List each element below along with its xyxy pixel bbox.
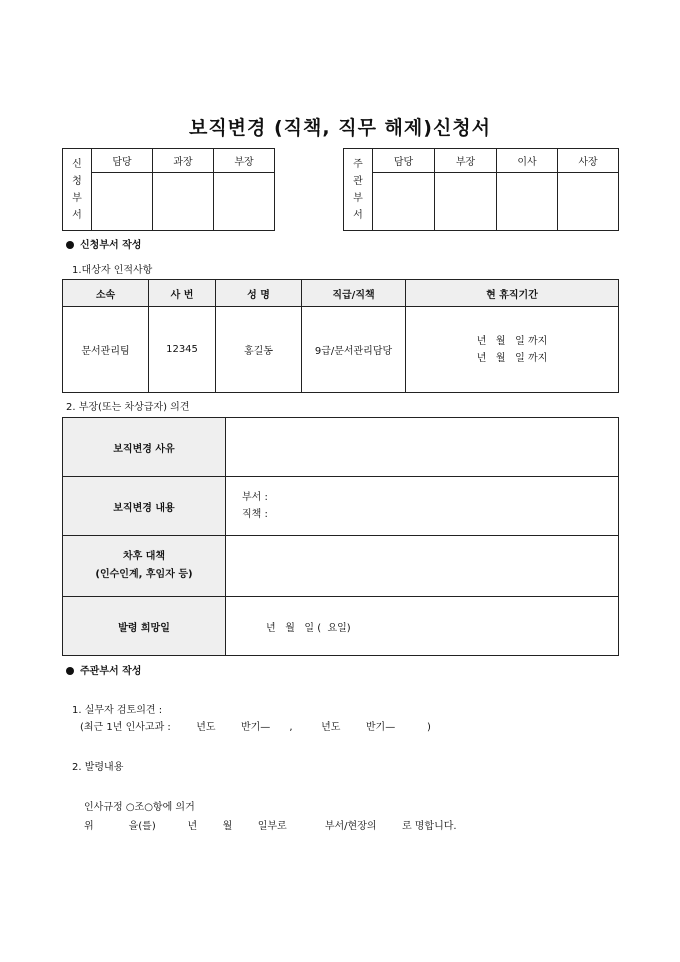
appointment-line-1: 인사규정 ○조○항에 의거: [84, 802, 195, 813]
signature-cell[interactable]: [92, 173, 153, 231]
col-header-leave-period: 현 휴직기간: [406, 280, 619, 307]
section-manager-heading: [66, 662, 141, 677]
cell-name[interactable]: 홍길동: [216, 307, 302, 393]
signature-cell[interactable]: [214, 173, 275, 231]
cell-leave-period[interactable]: 년 월 일 까지 년 월 일 까지: [406, 307, 619, 393]
approval-header-director: 이사: [497, 149, 558, 173]
label-desired-date: 발령 희망일: [63, 597, 226, 656]
signature-cell[interactable]: [373, 173, 435, 231]
appointment-title: 2. 발령내용: [72, 762, 124, 773]
col-header-affiliation: 소속: [63, 280, 149, 307]
approval-header-section-chief: 과장: [153, 149, 214, 173]
label-follow-up: 차후 대책 (인수인계, 후임자 등): [63, 536, 226, 597]
input-change-reason[interactable]: [226, 418, 619, 477]
input-desired-date[interactable]: 년 월 일 ( 요일): [226, 597, 619, 656]
applicant-dept-label: 신 청 부 서: [63, 149, 92, 231]
section-heading-text: 신청부서 작성: [80, 240, 142, 251]
approval-header-dept-head: 부장: [435, 149, 497, 173]
signature-cell[interactable]: [497, 173, 558, 231]
col-header-employee-id: 사 번: [149, 280, 216, 307]
manager-approval-table: [343, 148, 619, 231]
appointment-line-2[interactable]: 위 을(를) 년 월 일부로 부서/현장의 로 명합니다.: [84, 821, 457, 832]
signature-cell[interactable]: [435, 173, 497, 231]
manager-dept-label: 주 관 부 서: [344, 149, 373, 231]
input-follow-up[interactable]: [226, 536, 619, 597]
document-title: 보직변경 (직책, 직무 해제)신청서: [188, 117, 492, 139]
review-opinion-title: 1. 실무자 검토의견 :: [72, 705, 163, 716]
approval-header-president: 사장: [558, 149, 619, 173]
input-change-content[interactable]: [226, 477, 619, 536]
opinion-table: [62, 417, 619, 656]
applicant-approval-table: [62, 148, 275, 231]
cell-employee-id[interactable]: 12345: [149, 307, 216, 393]
subsection-manager-opinion: 2. 부장(또는 차상급자) 의견: [66, 402, 190, 413]
label-change-reason: 보직변경 사유: [63, 418, 226, 477]
personal-info-table: [62, 279, 619, 393]
subsection-personal-info: 1.대상자 인적사항: [72, 265, 153, 276]
review-opinion-detail[interactable]: (최근 1년 인사고과 : 년도 반기— , 년도 반기— ): [80, 722, 431, 733]
section-applicant-heading: [66, 236, 141, 251]
col-header-rank-position: 직급/직책: [302, 280, 406, 307]
approval-header-staff: 담당: [92, 149, 153, 173]
cell-affiliation[interactable]: 문서관리팀: [63, 307, 149, 393]
label-change-content: 보직변경 내용: [63, 477, 226, 536]
section-heading-text: 주관부서 작성: [80, 666, 142, 677]
signature-cell[interactable]: [153, 173, 214, 231]
approval-header-staff: 담당: [373, 149, 435, 173]
field-department: 부서 :: [242, 492, 268, 503]
bullet-icon: [66, 667, 74, 675]
cell-rank-position[interactable]: 9급/문서관리담당: [302, 307, 406, 393]
bullet-icon: [66, 241, 74, 249]
signature-cell[interactable]: [558, 173, 619, 231]
approval-header-dept-head: 부장: [214, 149, 275, 173]
field-position: 직책 :: [242, 509, 268, 520]
col-header-name: 성 명: [216, 280, 302, 307]
